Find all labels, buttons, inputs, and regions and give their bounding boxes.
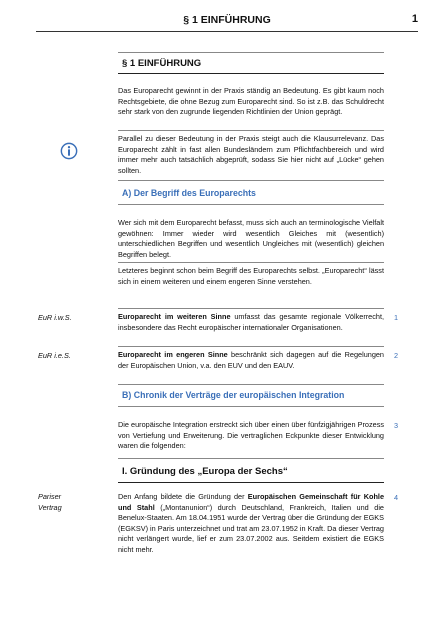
heading-b-top-rule	[118, 384, 384, 385]
margin-note-eur-iws: EuR i.w.S.	[38, 313, 72, 322]
paragraph-eur-narrow-text: beschränkt sich dagegen auf die Regelungen der Europäischen Union, v.a. den EUV und den EAUV.	[118, 350, 384, 370]
paragraph-terminology: Wer sich mit dem Europarecht befasst, muss sich auch an terminologische Vielfalt gewöhnen: Immer wieder wird wesentlich Gleiches mit (wesentlich) unterschiedlichen Begriffen und wesentlich Ungleiches mit (wesentlich) gleichen Begriffen belegt.	[118, 218, 384, 259]
header-page-number: 1	[411, 13, 418, 25]
paragraph-montanunion-text-b: („Montanunion“) durch Deutschland, Frankreich, Italien und die Benelux-Staaten. Am 18.04.1951 wurde der Vertrag über die Gründung der EGKS (EGKSV) in Paris unterzeichnet und trat am 23.07.1952 in Kraft. Da dieser Vertrag nicht verlängert wurde, lief er zum 23.07.2002 aus. Seitdem existiert die EGKS nicht mehr.	[118, 502, 384, 554]
margin-number-3: 3	[394, 421, 399, 430]
heading-i-rule	[118, 482, 384, 483]
header-rule	[36, 31, 418, 32]
section-title-rule	[118, 73, 384, 74]
term-eur-narrow: Europarecht im engeren Sinne	[118, 350, 228, 359]
paragraph-divider	[118, 130, 384, 131]
header-title: § 1 EINFÜHRUNG	[183, 14, 271, 26]
section-title: § 1 EINFÜHRUNG	[122, 58, 202, 69]
page-header	[36, 10, 418, 28]
paragraph-term-definition: Letzteres beginnt schon beim Begriff des Europarechts selbst. „Europarecht“ lässt sich in einem weiteren und einem engeren Sinne verstehen.	[118, 266, 384, 286]
heading-a-top-rule	[118, 180, 384, 181]
heading-i: I. Gründung des „Europa der Sechs“	[122, 466, 288, 477]
paragraph-divider	[118, 308, 384, 309]
margin-note-pariser: Pariser	[38, 492, 62, 501]
section-title-top-rule	[118, 52, 384, 53]
margin-number-2: 2	[394, 351, 399, 360]
paragraph-divider	[118, 346, 384, 347]
term-egks: Europäischen Gemeinschaft für Kohle und Stahl	[118, 492, 384, 512]
paragraph-intro: Das Europarecht gewinnt in der Praxis ständig an Bedeutung. Es gibt kaum noch Rechtsgebiete, die ohne Bezug zum Europarecht sind. So ist z.B. das Schuldrecht sehr stark von den zugrunde liegenden Richtlinien der Union geprägt.	[118, 86, 384, 117]
term-eur-wide: Europarecht im weiteren Sinne	[118, 312, 231, 321]
margin-note-vertrag: Vertrag	[38, 503, 62, 512]
paragraph-eur-wide-text: umfasst das gesamte regionale Völkerrecht, insbesondere das Recht europäischer internationaler Organisationen.	[118, 312, 384, 332]
heading-a-rule	[118, 204, 384, 205]
margin-number-1: 1	[394, 313, 399, 322]
heading-i-top-rule	[118, 458, 384, 459]
paragraph-montanunion	[118, 492, 384, 556]
heading-b-rule	[118, 406, 384, 407]
heading-a: A) Der Begriff des Europarechts	[122, 188, 256, 198]
heading-b: B) Chronik der Verträge der europäischen Integration	[122, 390, 345, 400]
paragraph-eur-wide	[118, 312, 384, 333]
info-icon	[60, 142, 78, 160]
margin-number-4: 4	[394, 493, 399, 502]
margin-note-eur-ies: EuR i.e.S.	[38, 351, 71, 360]
paragraph-divider	[118, 262, 384, 263]
paragraph-exam-relevance: Parallel zu dieser Bedeutung in der Praxis steigt auch die Klausurrelevanz. Das Europarecht zählt in fast allen Bundesländern zum Pflichtfachbereich und wird immer mehr auch tatsächlich abgeprüft, sodass Sie hier nicht auf „Lücke“ gehen sollten.	[118, 134, 384, 175]
paragraph-montanunion-text-a: Den Anfang bildete die Gründung der	[118, 492, 248, 501]
paragraph-eur-narrow	[118, 350, 384, 371]
paragraph-integration: Die europäische Integration erstreckt sich über einen über fünfzigjährigen Prozess von Vertiefung und Erweiterung. Die vertraglichen Eckpunkte dieser Entwicklung waren die folgenden:	[118, 420, 384, 451]
